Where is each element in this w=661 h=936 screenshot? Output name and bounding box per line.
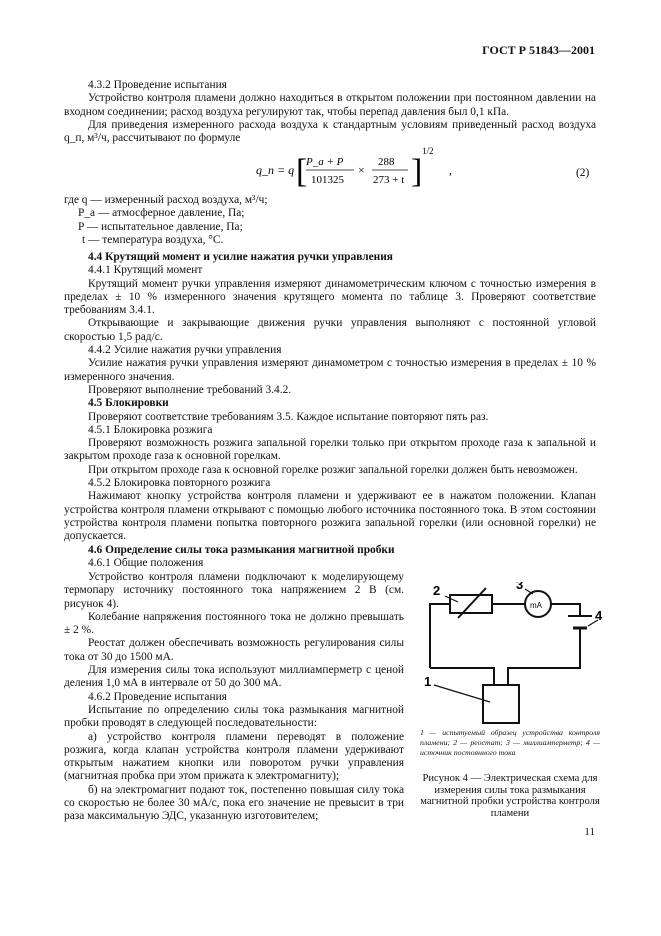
- paragraph: Для приведения измеренного расхода воздуха к стандартным условиям приведенный расход воздуха q_п, м³/ч, рассчитывают по формуле: [64, 118, 596, 145]
- paragraph: Нажимают кнопку устройства контроля пламени и удерживают ее в нажатом положении. Клапан устройства контроля пламени открывают с помощью любого источника постоянного тока. В этом состоянии устройства контроля пламени попытка повторного розжига запальной горелки (или основной горелки) не допускается.: [64, 490, 596, 543]
- paragraph: Реостат должен обеспечивать возможность регулирования силы тока от 30 до 1500 мА.: [64, 637, 404, 663]
- formula-den2: 273 + t: [373, 174, 405, 186]
- circuit-diagram: [420, 582, 610, 728]
- bracket-left: [: [296, 153, 308, 190]
- label-3: 3: [516, 582, 524, 592]
- label-1: 1: [424, 674, 432, 689]
- paragraph: При открытом проходе газа к основной горелке розжиг запальной горелки должен быть невозможен.: [88, 463, 578, 476]
- heading-4-4: 4.4 Крутящий момент и усилие нажатия ручки управления: [88, 251, 393, 263]
- heading-4-5-2: 4.5.2 Блокировка повторного розжига: [88, 477, 271, 490]
- formula-svg: [64, 142, 596, 194]
- paragraph: Открывающие и закрывающие движения ручки управления выполняют с постоянной угловой скоростью 1,5 рад/с.: [64, 317, 596, 343]
- formula-exponent: 1/2: [422, 146, 434, 156]
- page-header: ГОСТ Р 51843—2001: [482, 43, 595, 57]
- heading-4-6-2: 4.6.2 Проведение испытания: [88, 690, 227, 703]
- wire-right: [551, 604, 580, 616]
- device-under-test: [483, 685, 519, 723]
- figure-legend: 1 — испытуемый образец устройства контроля пламени; 2 — реостат; 3 — миллиамперметр; 4 — источник постоянного тока: [420, 728, 600, 757]
- paragraph: Для измерения силы тока используют миллиамперметр с ценой деления 1,0 мА в интервале от 50 до 300 мА.: [64, 664, 404, 690]
- paragraph: а) устройство контроля пламени переводят в положение розжига, когда клапан устройства контроля пламени удерживают открытым нажатием кнопки или поворотом ручки управления (магнитная пробка при этом прижата к электромагниту);: [64, 730, 404, 783]
- section-4-3-2: [64, 79, 596, 145]
- figure-caption: Рисунок 4 — Электрическая схема для измерения силы тока размыкания магнитной пробки устройства контроля пламени: [420, 773, 600, 819]
- leader-2: [445, 596, 458, 602]
- figure-4-diagram: [420, 582, 610, 733]
- formula-2: [64, 142, 596, 194]
- formula-explanation: [64, 194, 596, 247]
- where-line: P — испытательное давление, Па;: [78, 220, 243, 233]
- times-sign: ×: [358, 163, 365, 177]
- wire-left: [430, 604, 450, 668]
- heading-4-3-2: 4.3.2 Проведение испытания: [88, 79, 227, 91]
- wire-bottom-left: [430, 668, 494, 685]
- heading-4-6: 4.6 Определение силы тока размыкания магнитной пробки: [88, 543, 395, 556]
- bracket-right: ]: [411, 153, 423, 190]
- paragraph: б) на электромагнит подают ток, постепенно повышая силу тока со скоростью не более 30 мА/с, пока его значение не превысит в три раза максимальную ЭДС, указанную изготовителем;: [64, 783, 404, 823]
- paragraph: Устройство контроля пламени подключают к моделирующему термопару источнику постоянного тока напряжением 2 В (см. рисунок 4).: [64, 571, 404, 610]
- paragraph: Проверяют возможность розжига запальной горелки только при открытом проходе газа к запальной и закрытом проходе газа к основной горелкам.: [64, 437, 596, 463]
- paragraph: Крутящий момент ручки управления измеряют динамометрическим ключом с точностью измерения в пределах ± 10 % измеренного значения крутящего момента по таблице 3. Проверяют соответствие требованиям 3.4.1.: [64, 277, 596, 317]
- page-number: 11: [584, 826, 595, 838]
- heading-4-5-1: 4.5.1 Блокировка розжига: [88, 423, 213, 436]
- sections-4-4-to-4-5: [64, 251, 596, 570]
- heading-4-4-1: 4.4.1 Крутящий момент: [88, 264, 203, 277]
- paragraph: Устройство контроля пламени должно находиться в открытом положении при постоянном давлении на входном соединении; расход воздуха регулируют так, чтобы перепад давления был 0,1 кПа.: [64, 92, 596, 118]
- paragraph: Испытание по определению силы тока размыкания магнитной пробки проводят в следующей последовательности:: [64, 703, 404, 730]
- heading-4-6-1: 4.6.1 Общие положения: [88, 556, 204, 569]
- meter-text: mA: [530, 601, 542, 610]
- paragraph: Проверяют выполнение требований 3.4.2.: [88, 383, 292, 396]
- formula-comma: ,: [449, 163, 452, 177]
- heading-4-5: 4.5 Блокировки: [88, 397, 169, 410]
- label-2: 2: [433, 583, 441, 598]
- where-line: где q — измеренный расход воздуха, м³/ч;: [64, 194, 268, 206]
- leader-1: [434, 685, 490, 702]
- wire-return: [508, 628, 580, 685]
- formula-number: (2): [576, 167, 590, 179]
- section-4-6-column: [64, 571, 404, 824]
- label-4: 4: [595, 608, 603, 623]
- formula-lhs: q_п = q: [256, 163, 295, 177]
- where-line: P_a — атмосферное давление, Па;: [78, 207, 245, 220]
- paragraph: Усилие нажатия ручки управления измеряют динамометром с точностью измерения в пределах ± 10 % измеренного значения.: [64, 357, 596, 383]
- formula-num2: 288: [378, 156, 395, 168]
- formula-num1: P_a + P: [306, 156, 344, 168]
- paragraph: Колебание напряжения постоянного тока не должно превышать ± 2 %.: [64, 610, 404, 637]
- formula-den1: 101325: [311, 174, 344, 186]
- paragraph: Проверяют соответствие требованиям 3.5. Каждое испытание повторяют пять раз.: [88, 410, 489, 423]
- where-line: t — температура воздуха, °C.: [82, 233, 224, 246]
- heading-4-4-2: 4.4.2 Усилие нажатия ручки управления: [88, 344, 282, 357]
